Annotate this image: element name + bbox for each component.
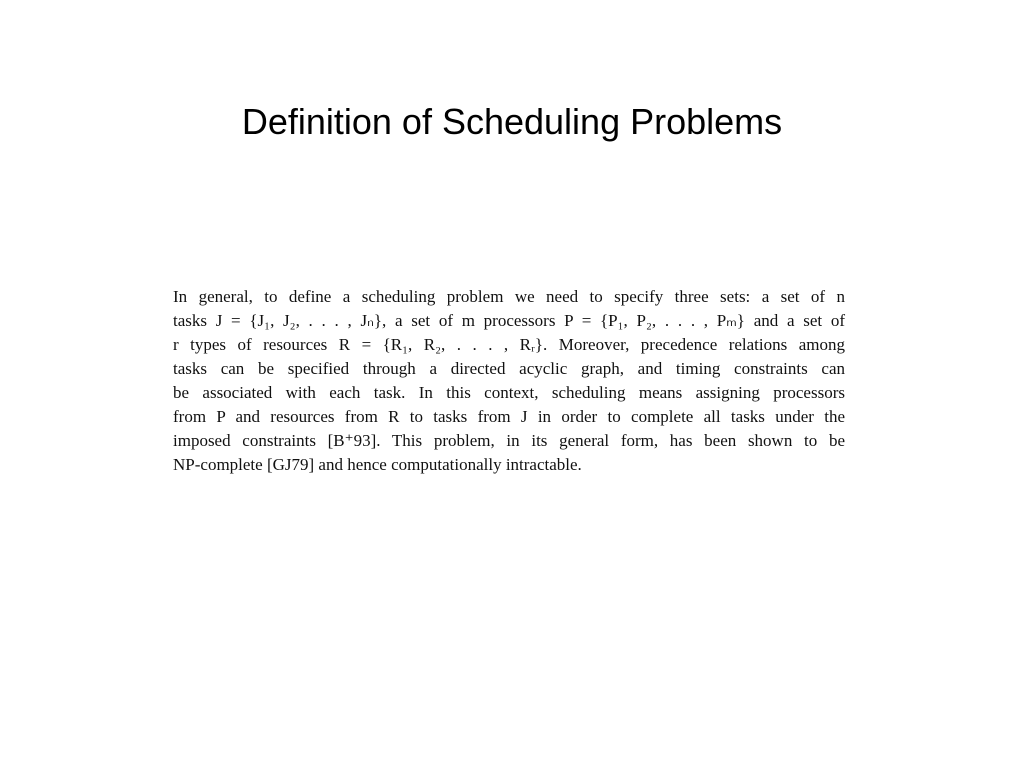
excerpt-line: r types of resources R = {R₁, R₂, . . . , Rᵣ}. Moreover, precedence relations among <box>173 335 845 354</box>
slide-title: Definition of Scheduling Problems <box>241 101 783 142</box>
excerpt-line: tasks J = {J₁, J₂, . . . , Jₙ}, a set of m processors P = {P₁, P₂, . . . , Pₘ} and a set of <box>173 311 845 330</box>
excerpt-line: NP-complete [GJ79] and hence computationally intractable. <box>173 455 582 474</box>
scanned-text-excerpt <box>173 285 845 477</box>
excerpt-line: In general, to define a scheduling problem we need to specify three sets: a set of n <box>173 287 845 306</box>
excerpt-line: be associated with each task. In this context, scheduling means assigning processors <box>173 383 845 402</box>
excerpt-line: from P and resources from R to tasks from J in order to complete all tasks under the <box>173 407 845 426</box>
excerpt-line: imposed constraints [B⁺93]. This problem, in its general form, has been shown to be <box>173 431 845 450</box>
excerpt-line: tasks can be specified through a directed acyclic graph, and timing constraints can <box>173 359 845 378</box>
